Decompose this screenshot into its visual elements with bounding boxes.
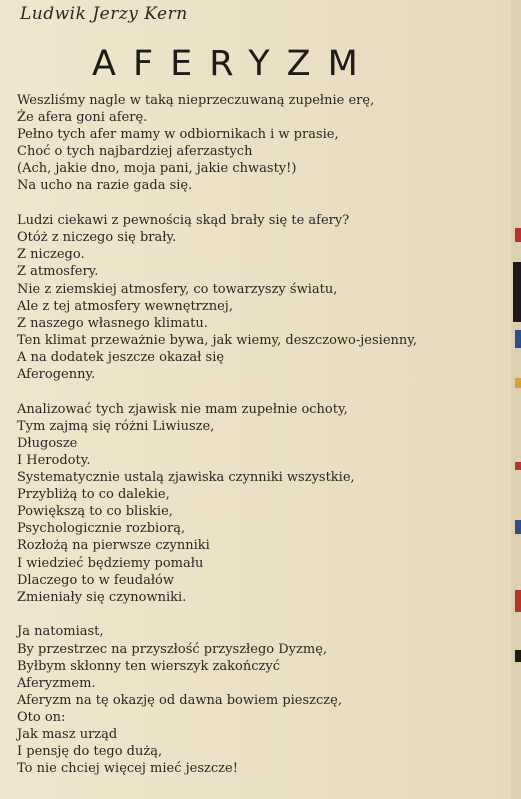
edge-color-mark [515, 520, 521, 534]
edge-color-mark [515, 462, 521, 470]
poem-line: I Herodoty. [17, 452, 91, 468]
poem-line: Choć o tych najbardziej aferzastych [17, 144, 253, 160]
edge-color-mark [515, 590, 521, 612]
poem-line: Z naszego własnego klimatu. [17, 315, 208, 331]
poem-line: Weszliśmy nagle w taką nieprzeczuwaną zupełnie erę, [17, 93, 375, 108]
poem-line: Na ucho na razie gada się. [17, 178, 193, 194]
poem-line: Psychologicznie rozbiorą, [17, 521, 186, 537]
poem-line: I wiedzieć będziemy pomału [17, 555, 204, 571]
poem-line: Otóż z niczego się brały. [17, 230, 177, 246]
edge-color-mark [513, 262, 521, 322]
poem-line: By przestrzec na przyszłość przyszłego Dyzmę, [17, 641, 328, 657]
poem-line: Aferyzmem. [17, 675, 96, 691]
poem-line: Z niczego. [17, 247, 85, 263]
poem-line: Ludzi ciekawi z pewnością skąd brały się te afery? [17, 213, 350, 229]
poem-body [17, 92, 509, 795]
poem-title: AFERYZM [92, 44, 375, 84]
poem-line: Przybliżą to co dalekie, [17, 487, 170, 503]
poem-line: Powiększą to co bliskie, [17, 504, 173, 520]
poem-line: Ja natomiast, [17, 624, 104, 640]
poem-stanza [17, 623, 509, 777]
edge-color-mark [515, 650, 521, 662]
poem-line: Oto on: [17, 709, 66, 725]
poem-line: (Ach, jakie dno, moja pani, jakie chwasty!) [17, 161, 297, 177]
author-byline: Ludwik Jerzy Kern [20, 4, 188, 24]
poem-line: Ale z tej atmosfery wewnętrznej, [17, 298, 233, 314]
poem-stanza [17, 212, 509, 383]
poem-line: Zmieniały się czynowniki. [17, 589, 187, 605]
poem-line: Analizować tych zjawisk nie mam zupełnie ochoty, [17, 401, 348, 417]
edge-color-mark [515, 228, 521, 242]
poem-line: Dlaczego to w feudałów [17, 572, 174, 588]
poem-line: Aferogenny. [17, 367, 96, 382]
poem-line: I pensję do tego dużą, [17, 744, 163, 760]
poem-line: Aferyzm na tę okazję od dawna bowiem pieszczę, [17, 692, 342, 708]
poem-line: Jak masz urząd [17, 726, 118, 742]
poem-stanza [17, 401, 509, 606]
poem-line: Długosze [17, 435, 78, 451]
poem-line: Rozłożą na pierwsze czynniki [17, 538, 210, 554]
poem-stanza [17, 92, 509, 195]
poem-line: Pełno tych afer mamy w odbiornikach i w prasie, [17, 127, 339, 143]
poem-line: To nie chciej więcej mieć jeszcze! [17, 761, 238, 777]
poem-line: Nie z ziemskiej atmosfery, co towarzyszy światu, [17, 281, 338, 297]
poem-line: Byłbym skłonny ten wierszyk zakończyć [17, 658, 280, 674]
poem-line: Systematycznie ustalą zjawiska czynniki wszystkie, [17, 470, 355, 486]
poem-line: Że afera goni aferę. [17, 110, 148, 126]
poem-line: Z atmosfery. [17, 264, 99, 280]
poem-line: Ten klimat przeważnie bywa, jak wiemy, deszczowo-jesienny, [17, 332, 418, 348]
poem-line: A na dodatek jeszcze okazał się [17, 349, 225, 365]
page-edge-strip [511, 0, 521, 799]
edge-color-mark [515, 330, 521, 348]
poem-line: Tym zajmą się różni Liwiusze, [17, 418, 215, 434]
edge-color-mark [515, 378, 521, 388]
